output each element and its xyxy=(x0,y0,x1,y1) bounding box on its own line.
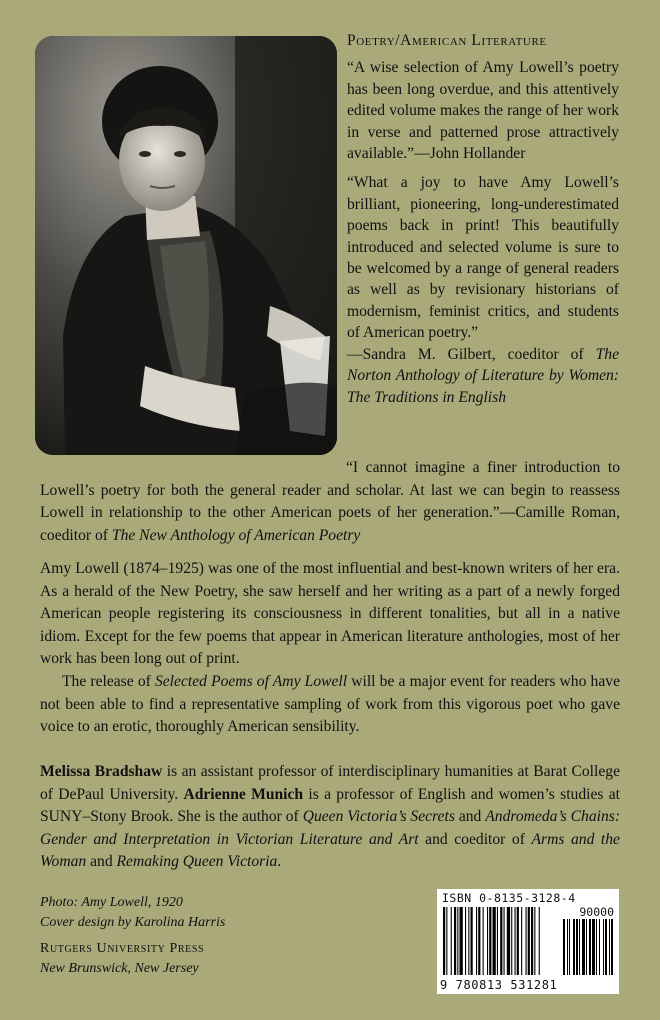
bio-end: . xyxy=(277,853,282,871)
photo-credit: Photo: Amy Lowell, 1920 xyxy=(40,895,183,910)
barcode-bar xyxy=(511,907,512,975)
barcode-bar xyxy=(521,907,522,975)
quote-roman-text: “I cannot imagine a finer introduction to Lowell’s poetry for both the general reader and scholar. At last we can begin to reassess Lowell in relationship to the other American poets of her generation.”—Camille Roman, coeditor of xyxy=(40,459,620,544)
quote-gilbert xyxy=(347,172,619,407)
price-bar xyxy=(603,919,604,975)
bio-conj-1: and xyxy=(454,808,486,826)
author-portrait-photo xyxy=(35,36,337,455)
category-label: Poetry/American Literature xyxy=(347,32,547,49)
quote-gilbert-text: “What a joy to have Amy Lowell’s brilliant, pioneering, long-underestimated poems back in print! This beautifully introduced and selected volume is sure to be welcomed by a range of general readers as well as by revisionary historians of modernism, feminist critics, and students of American poetry.” xyxy=(347,174,619,342)
description-paragraph-2 xyxy=(40,671,620,739)
publisher-name: Rutgers University Press xyxy=(40,941,205,956)
isbn-number: ISBN 0-8135-3128-4 xyxy=(442,891,576,905)
editor-bio-2: is a professor of English and women’s studies at SUNY–Stony Brook. She is the author of xyxy=(40,785,621,826)
barcode-bar xyxy=(489,907,491,975)
barcode-bar xyxy=(493,907,496,975)
price-bar xyxy=(592,919,595,975)
price-code: 90000 xyxy=(579,905,614,919)
barcode-bar xyxy=(500,907,502,975)
editor-bio-1: is an assistant professor of interdisciplinary humanities at Barat College of DePaul University. xyxy=(40,763,620,803)
editor-name-1: Melissa Bradshaw xyxy=(40,763,163,780)
price-bar xyxy=(569,919,570,975)
barcode-bar xyxy=(454,907,456,975)
price-bar xyxy=(605,919,607,975)
portrait-photo-icon xyxy=(35,36,337,455)
price-bar xyxy=(563,919,565,975)
barcode-bar xyxy=(446,907,447,975)
price-bar xyxy=(567,919,568,975)
editors-bio-paragraph xyxy=(40,761,620,874)
barcode-bar xyxy=(476,907,477,975)
barcode-bar xyxy=(515,907,516,975)
barcode-bar xyxy=(451,907,452,975)
barcode-bar xyxy=(483,907,484,975)
barcode-bar xyxy=(504,907,505,975)
quote-roman xyxy=(40,457,620,547)
description-block xyxy=(40,558,620,739)
barcode-bar xyxy=(534,907,535,975)
price-bar xyxy=(579,919,580,975)
barcode-bar xyxy=(471,907,473,975)
ean-number: 9 780813 531281 xyxy=(440,978,558,992)
price-bar xyxy=(599,919,600,975)
barcode-bar xyxy=(465,907,466,975)
barcode-bar xyxy=(468,907,469,975)
editor-name-2: Adrienne Munich xyxy=(183,785,304,803)
barcode-bar xyxy=(539,907,540,975)
price-bar xyxy=(582,919,585,975)
price-bar xyxy=(596,919,597,975)
desc-p2-suffix: will be a major event for readers who have not been able to find a representative sampling of work from this vigorous poet who gave voice to an erotic, thoroughly American sensibility. xyxy=(40,672,620,736)
barcode-bar xyxy=(528,907,530,975)
bio-conj-2: and coeditor of xyxy=(418,830,532,848)
review-column xyxy=(347,30,619,408)
bio-conj-3: and xyxy=(86,853,117,871)
book-title-1: Queen Victoria’s Secrets xyxy=(302,808,455,826)
price-bar xyxy=(576,919,578,975)
credits-block xyxy=(40,893,225,979)
price-bar xyxy=(611,919,613,975)
quote-roman-block xyxy=(40,457,620,547)
price-bar xyxy=(586,919,587,975)
quote-gilbert-book: The Norton Anthology of Literature by Women: The Traditions in English xyxy=(347,345,619,406)
book-title-4: Remaking Queen Victoria xyxy=(116,853,278,871)
price-bar xyxy=(609,919,610,975)
barcode-bar xyxy=(478,907,480,975)
isbn-barcode xyxy=(437,889,619,994)
description-paragraph-1: Amy Lowell (1874–1925) was one of the most influential and best-known writers of her era. As a herald of the New Poetry, she saw herself and her writing as a part of a newly forged American people registering its consciousness in different tonalities, but all in a native idiom. Except for the few poems that appear in American literature anthologies, most of her work has been long out of print. xyxy=(40,560,620,668)
barcode-bar xyxy=(531,907,533,975)
quote-gilbert-attribution: —Sandra M. Gilbert, coeditor of xyxy=(347,345,596,363)
desc-p2-prefix: The release of xyxy=(62,672,155,690)
barcode-bar xyxy=(497,907,498,975)
barcode-bar xyxy=(507,907,510,975)
quote-hollander: “A wise selection of Amy Lowell’s poetry has been long overdue, and this attentively edited volume makes the range of her work in verse and patterned prose attractively available.”—John Hollander xyxy=(347,59,619,163)
price-bar xyxy=(589,919,591,975)
price-bar xyxy=(573,919,575,975)
barcode-bar xyxy=(517,907,519,975)
desc-p2-title: Selected Poems of Amy Lowell xyxy=(154,672,348,690)
book-title-2: Andromeda’s Chains: Gender and Interpretation in Victorian Literature and Art xyxy=(40,808,621,848)
design-credit: Cover design by Karolina Harris xyxy=(40,915,226,930)
book-title-3: Arms and the Woman xyxy=(40,830,620,871)
barcode-bar xyxy=(460,907,463,975)
editors-bio xyxy=(40,761,620,874)
publisher-location: New Brunswick, New Jersey xyxy=(40,961,199,976)
barcode-bar xyxy=(457,907,458,975)
barcode-bar xyxy=(526,907,527,975)
barcode-bar xyxy=(487,907,488,975)
quote-roman-book: The New Anthology of American Poetry xyxy=(111,526,361,544)
barcode-bar xyxy=(443,907,445,975)
